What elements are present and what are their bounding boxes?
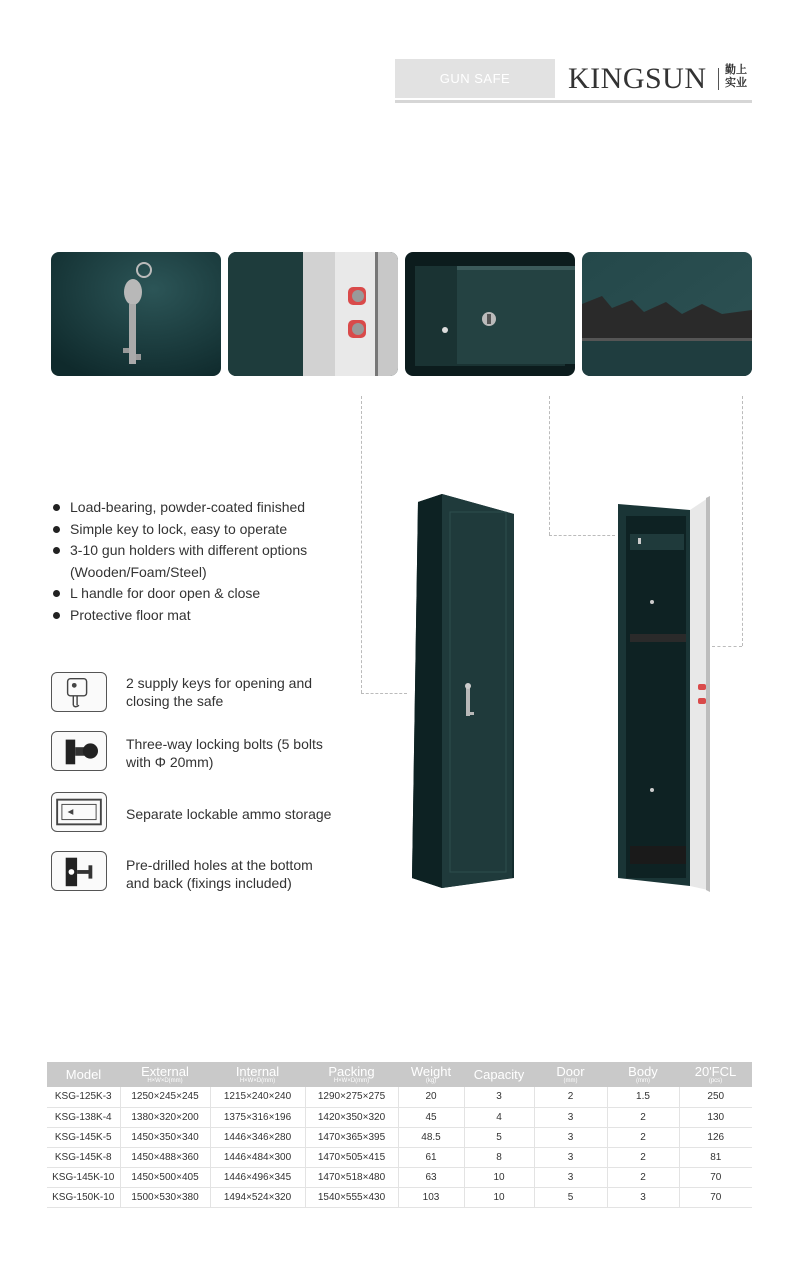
table-cell: 1494×524×320 (210, 1187, 305, 1207)
connector-line (712, 646, 742, 647)
table-cell: 1420×350×320 (305, 1107, 398, 1127)
feature-item: 3-10 gun holders with different options (Wooden/Foam/Steel) (50, 540, 360, 583)
table-cell: 1446×346×280 (210, 1127, 305, 1147)
ammo-feature-text: Separate lockable ammo storage (126, 806, 332, 822)
table-cell: 2 (607, 1167, 679, 1187)
table-row (47, 1127, 752, 1147)
foam-holder-photo (582, 252, 752, 376)
connector-line (549, 535, 615, 536)
feature-item: Load-bearing, powder-coated finished (50, 497, 360, 519)
bolt-icon (51, 731, 107, 771)
table-cell: 3 (607, 1187, 679, 1207)
header-underline (395, 100, 752, 103)
table-cell: 1470×518×480 (305, 1167, 398, 1187)
table-cell: 1446×496×345 (210, 1167, 305, 1187)
table-cell: 10 (464, 1167, 534, 1187)
bolt-feature-text: Three-way locking bolts (5 bolts with Φ 20mm) (126, 736, 323, 770)
table-cell: KSG-138K-4 (47, 1107, 120, 1127)
table-cell: 63 (398, 1167, 464, 1187)
category-tab-label: GUN SAFE (439, 71, 511, 86)
table-cell: 61 (398, 1147, 464, 1167)
table-cell: 250 (679, 1087, 752, 1107)
table-cell: 1450×488×360 (120, 1147, 210, 1167)
table-cell: 70 (679, 1187, 752, 1207)
table-cell: 20 (398, 1087, 464, 1107)
table-cell: 1380×320×200 (120, 1107, 210, 1127)
table-cell: 1540×555×430 (305, 1187, 398, 1207)
table-cell: 2 (607, 1107, 679, 1127)
table-cell: 3 (534, 1127, 607, 1147)
table-cell: KSG-125K-3 (47, 1087, 120, 1107)
connector-line (549, 396, 550, 535)
table-cell: 45 (398, 1107, 464, 1127)
brand-chinese-name: 勤上实业 (725, 64, 747, 89)
table-cell: 3 (534, 1107, 607, 1127)
key-icon (51, 672, 107, 712)
table-row (47, 1147, 752, 1167)
drill-feature-text: Pre-drilled holes at the bottom and back (fixings included) (126, 857, 313, 891)
table-cell: 2 (534, 1087, 607, 1107)
table-cell: 8 (464, 1147, 534, 1167)
column-header: Body (mm) (628, 1063, 658, 1084)
open-safe-image (614, 494, 714, 894)
table-cell: 1.5 (607, 1087, 679, 1107)
table-row (47, 1087, 752, 1107)
table-cell: 1375×316×196 (210, 1107, 305, 1127)
table-cell: 5 (534, 1187, 607, 1207)
table-cell: 3 (534, 1147, 607, 1167)
connector-line (742, 396, 743, 646)
brand-logo: KINGSUN (568, 62, 707, 95)
table-cell: 1290×275×275 (305, 1087, 398, 1107)
table-cell: 1446×484×300 (210, 1147, 305, 1167)
table-cell: 126 (679, 1127, 752, 1147)
closed-safe-image (408, 494, 516, 890)
column-header: Weight (kg) (410, 1063, 452, 1084)
table-cell: KSG-145K-10 (47, 1167, 120, 1187)
table-cell: 5 (464, 1127, 534, 1147)
key-photo (51, 252, 221, 376)
feature-item: Simple key to lock, easy to operate (50, 519, 360, 541)
bolts-photo (228, 252, 398, 376)
column-header: Packing H×W×D(mm) (328, 1063, 375, 1084)
drill-hole-icon (51, 851, 107, 891)
table-cell: KSG-150K-10 (47, 1187, 120, 1207)
table-cell: 1500×530×380 (120, 1187, 210, 1207)
feature-item: Protective floor mat (50, 605, 360, 627)
table-cell: 130 (679, 1107, 752, 1127)
feature-item: L handle for door open & close (50, 583, 360, 605)
column-header: 20'FCL (pcs) (694, 1063, 737, 1084)
table-cell: 1450×350×340 (120, 1127, 210, 1147)
column-header: Internal H×W×D(mm) (235, 1063, 280, 1084)
brand-divider (718, 68, 719, 90)
table-cell: 1470×365×395 (305, 1127, 398, 1147)
category-tab (395, 59, 555, 98)
table-cell: 2 (607, 1127, 679, 1147)
table-cell: 3 (464, 1087, 534, 1107)
table-cell: 103 (398, 1187, 464, 1207)
ammo-box-photo (405, 252, 575, 376)
spec-table (47, 1062, 752, 1208)
table-cell: 10 (464, 1187, 534, 1207)
table-cell: 1215×240×240 (210, 1087, 305, 1107)
column-header: Door (mm) (556, 1063, 585, 1084)
table-cell: 48.5 (398, 1127, 464, 1147)
table-cell: 3 (534, 1167, 607, 1187)
table-cell: 4 (464, 1107, 534, 1127)
table-row (47, 1167, 752, 1187)
column-header: Model (65, 1067, 102, 1082)
table-row (47, 1187, 752, 1207)
table-cell: 1470×505×415 (305, 1147, 398, 1167)
table-row (47, 1107, 752, 1127)
feature-list (50, 497, 360, 626)
ammo-box-icon (51, 792, 107, 832)
table-cell: 70 (679, 1167, 752, 1187)
column-header: Capacity (473, 1067, 525, 1082)
table-cell: 81 (679, 1147, 752, 1167)
table-cell: KSG-145K-8 (47, 1147, 120, 1167)
connector-line (361, 396, 362, 693)
key-feature-text: 2 supply keys for opening and closing the safe (126, 675, 313, 709)
table-header-row (47, 1062, 752, 1087)
table-cell: KSG-145K-5 (47, 1127, 120, 1147)
table-cell: 1250×245×245 (120, 1087, 210, 1107)
table-cell: 1450×500×405 (120, 1167, 210, 1187)
table-cell: 2 (607, 1147, 679, 1167)
column-header: External H×W×D(mm) (141, 1063, 189, 1084)
